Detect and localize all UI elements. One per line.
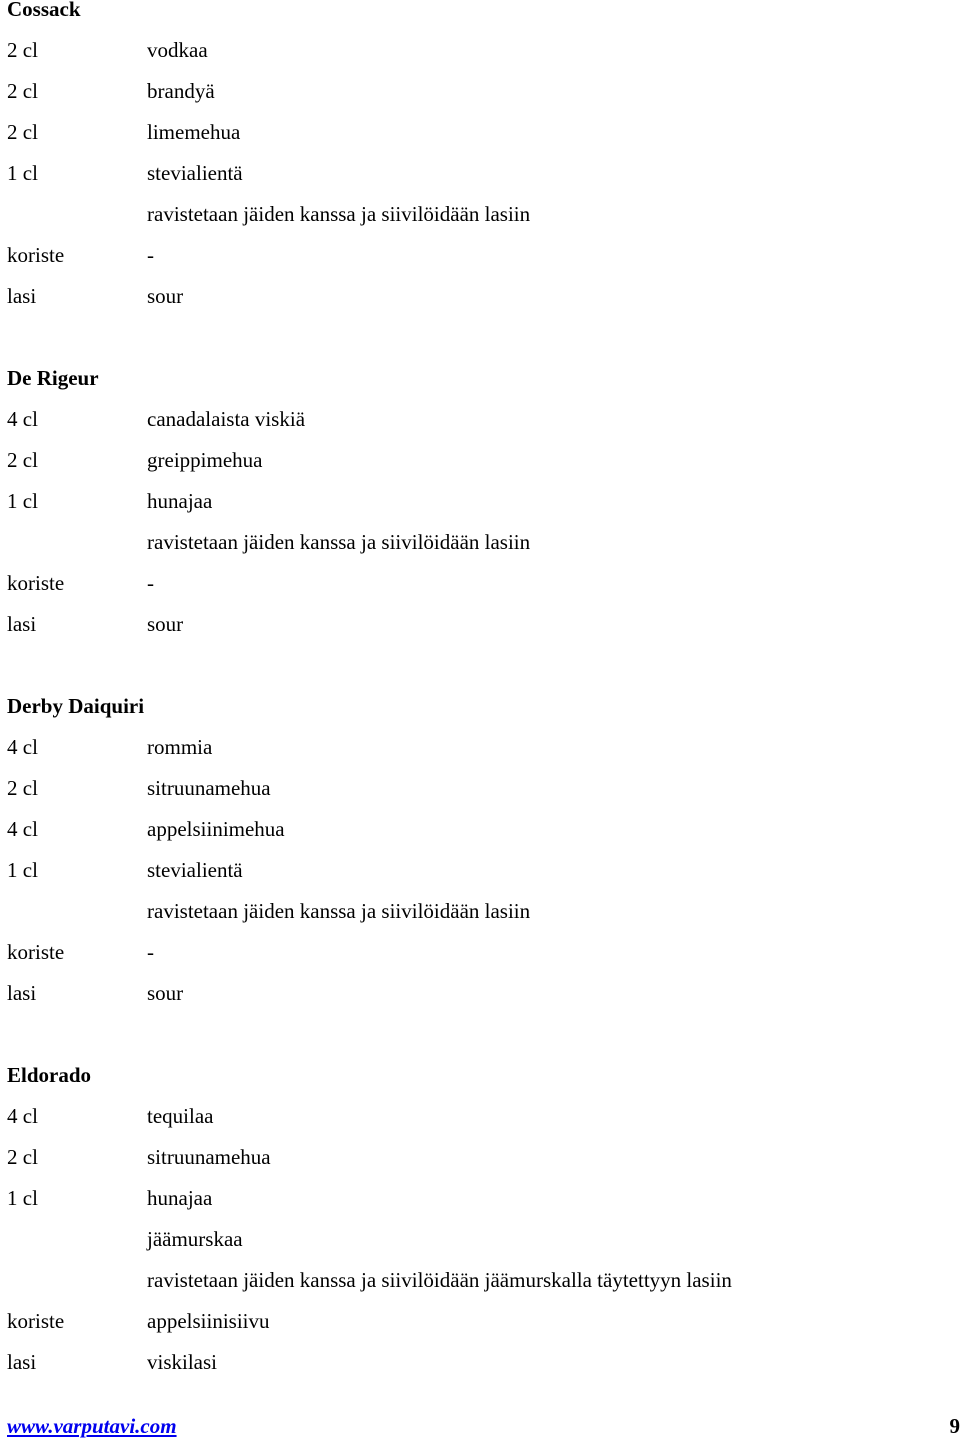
ingredient-line xyxy=(7,30,947,71)
ingredient-line xyxy=(7,1178,947,1219)
ingredient-line xyxy=(7,153,947,194)
glass-line xyxy=(7,1342,947,1383)
ingredient-text: jäämurskaa xyxy=(147,1227,243,1251)
garnish-label: koriste xyxy=(7,243,65,267)
ingredient-quantity: 2 cl xyxy=(7,448,38,472)
instruction-text: ravistetaan jäiden kanssa ja siivilöidään lasiin xyxy=(147,899,531,923)
instruction-text: ravistetaan jäiden kanssa ja siivilöidään jäämurskalla täytettyyn lasiin xyxy=(147,1268,732,1292)
ingredient-quantity: 1 cl xyxy=(7,1186,38,1210)
ingredient-quantity: 2 cl xyxy=(7,776,38,800)
ingredient-quantity: 2 cl xyxy=(7,38,38,62)
ingredient-line xyxy=(7,850,947,891)
garnish-value: appelsiinisiivu xyxy=(147,1309,270,1333)
recipe-title: Derby Daiquiri xyxy=(7,694,145,718)
ingredient-text: vodkaa xyxy=(147,38,208,62)
garnish-line xyxy=(7,235,947,276)
ingredient-text: canadalaista viskiä xyxy=(147,407,306,431)
glass-label: lasi xyxy=(7,981,37,1005)
ingredient-quantity: 2 cl xyxy=(7,1145,38,1169)
glass-label: lasi xyxy=(7,1350,37,1374)
instruction-text: ravistetaan jäiden kanssa ja siivilöidään lasiin xyxy=(147,530,531,554)
recipe-title: De Rigeur xyxy=(7,366,99,390)
ingredient-line xyxy=(7,481,947,522)
ingredient-text: stevialientä xyxy=(147,858,243,882)
recipe-title: Cossack xyxy=(7,0,81,21)
ingredient-line xyxy=(7,1096,947,1137)
instruction-line xyxy=(7,1260,947,1301)
website-link[interactable]: www.varputavi.com xyxy=(7,1414,177,1438)
ingredient-quantity: 1 cl xyxy=(7,489,38,513)
garnish-label: koriste xyxy=(7,1309,65,1333)
recipe-cossack xyxy=(7,0,947,317)
garnish-value: - xyxy=(147,243,154,267)
ingredient-text: limemehua xyxy=(147,120,241,144)
ingredient-text: rommia xyxy=(147,735,213,759)
instruction-line xyxy=(7,522,947,563)
ingredient-line xyxy=(7,809,947,850)
recipe-title: Eldorado xyxy=(7,1063,92,1087)
garnish-value: - xyxy=(147,571,154,595)
ingredient-text: greippimehua xyxy=(147,448,263,472)
glass-label: lasi xyxy=(7,612,37,636)
ingredient-line xyxy=(7,440,947,481)
recipe-de-rigeur xyxy=(7,358,947,645)
ingredient-quantity: 2 cl xyxy=(7,79,38,103)
glass-value: sour xyxy=(147,284,184,308)
ingredient-text: sitruunamehua xyxy=(147,776,271,800)
ingredient-text: brandyä xyxy=(147,79,215,103)
ingredient-quantity: 4 cl xyxy=(7,735,38,759)
ingredient-text: hunajaa xyxy=(147,489,213,513)
glass-line xyxy=(7,604,947,645)
ingredient-text: appelsiinimehua xyxy=(147,817,285,841)
page-number: 9 xyxy=(949,1414,960,1438)
garnish-line xyxy=(7,1301,947,1342)
ingredient-line xyxy=(7,1137,947,1178)
glass-label: lasi xyxy=(7,284,37,308)
instruction-line xyxy=(7,194,947,235)
ingredient-text: tequilaa xyxy=(147,1104,214,1128)
ingredient-line xyxy=(7,1219,947,1260)
glass-value: viskilasi xyxy=(147,1350,218,1374)
ingredient-quantity: 1 cl xyxy=(7,858,38,882)
ingredient-line xyxy=(7,768,947,809)
recipe-derby-daiquiri xyxy=(7,686,947,1014)
ingredient-quantity: 4 cl xyxy=(7,407,38,431)
garnish-value: - xyxy=(147,940,154,964)
ingredient-quantity: 4 cl xyxy=(7,1104,38,1128)
ingredient-quantity: 2 cl xyxy=(7,120,38,144)
instruction-text: ravistetaan jäiden kanssa ja siivilöidään lasiin xyxy=(147,202,531,226)
garnish-label: koriste xyxy=(7,571,65,595)
ingredient-line xyxy=(7,399,947,440)
glass-value: sour xyxy=(147,981,184,1005)
ingredient-quantity: 4 cl xyxy=(7,817,38,841)
garnish-label: koriste xyxy=(7,940,65,964)
ingredient-line xyxy=(7,727,947,768)
garnish-line xyxy=(7,563,947,604)
ingredient-text: stevialientä xyxy=(147,161,243,185)
ingredient-line xyxy=(7,71,947,112)
ingredient-text: hunajaa xyxy=(147,1186,213,1210)
recipe-eldorado xyxy=(7,1055,947,1383)
glass-line xyxy=(7,276,947,317)
glass-line xyxy=(7,973,947,1014)
garnish-line xyxy=(7,932,947,973)
ingredient-quantity: 1 cl xyxy=(7,161,38,185)
ingredient-line xyxy=(7,112,947,153)
glass-value: sour xyxy=(147,612,184,636)
instruction-line xyxy=(7,891,947,932)
ingredient-text: sitruunamehua xyxy=(147,1145,271,1169)
